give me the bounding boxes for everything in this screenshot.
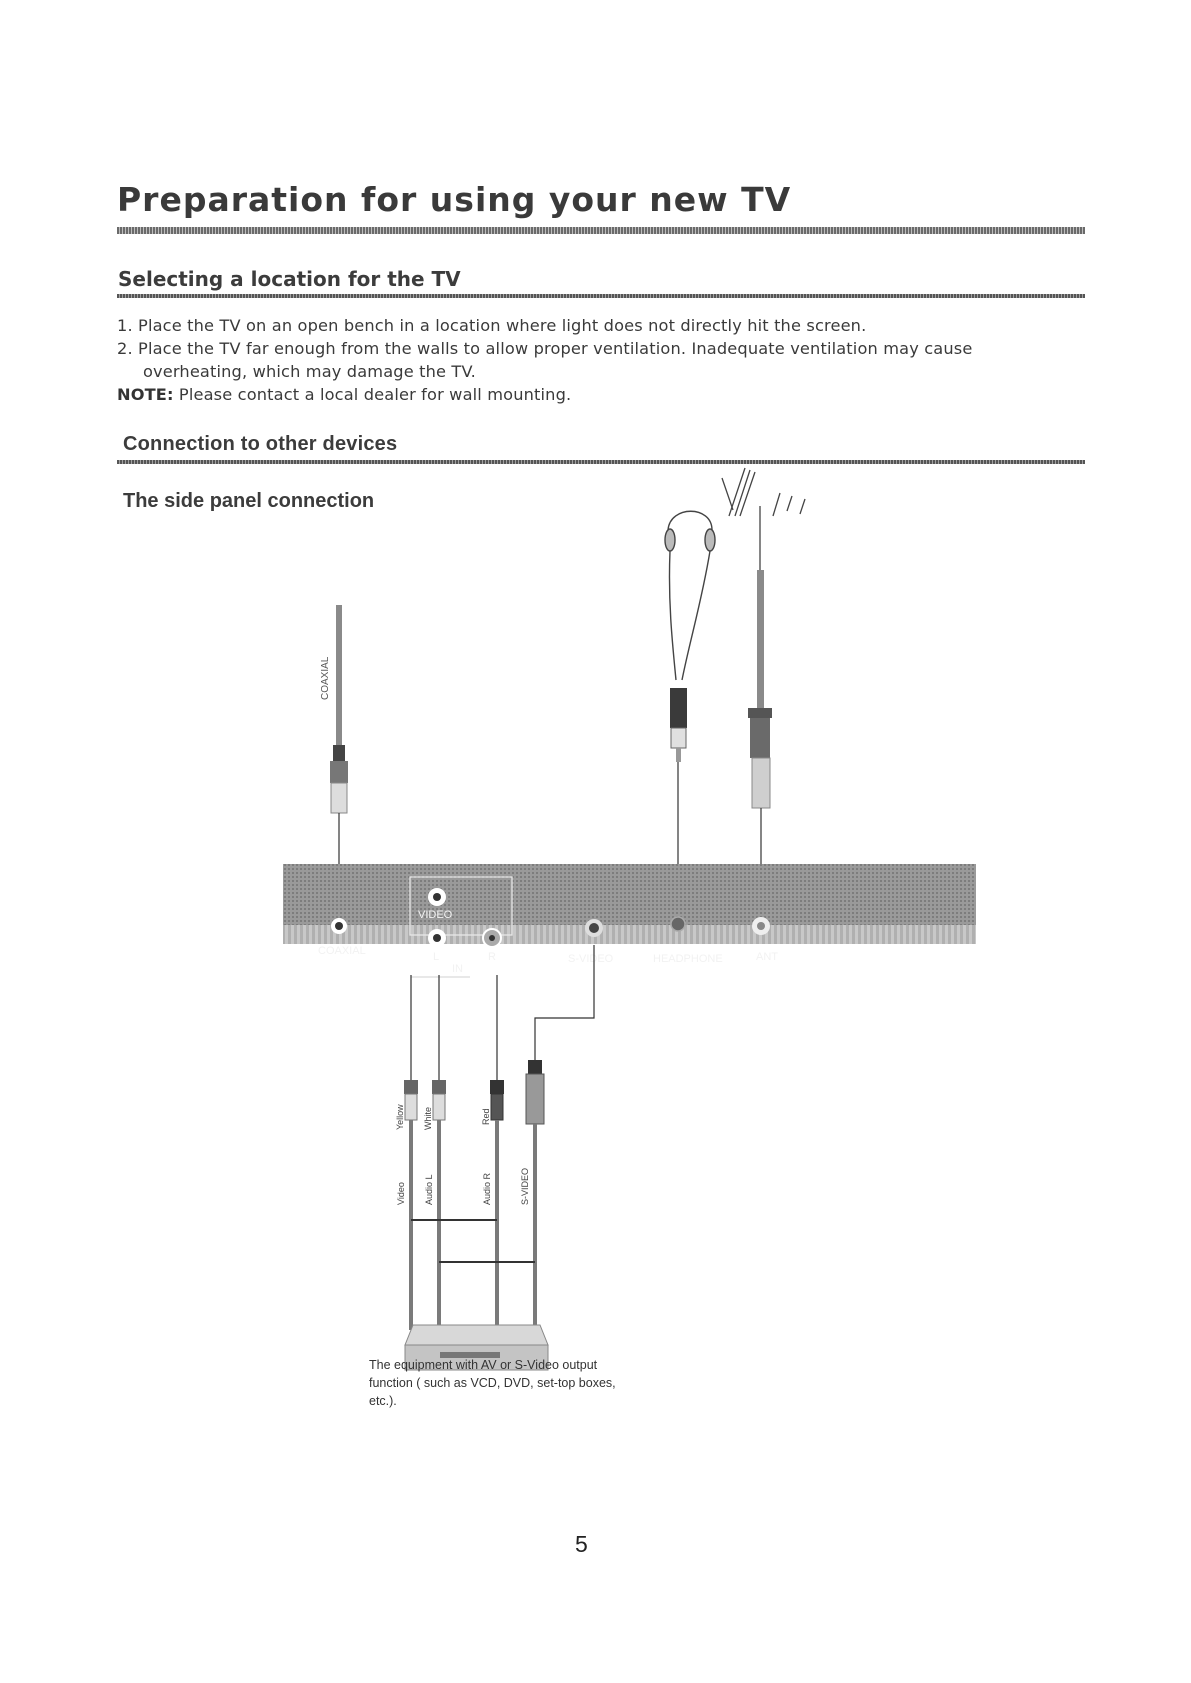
port-label-headphone: HEADPHONE [653, 953, 723, 965]
white-plug-icon [432, 1080, 446, 1120]
instruction-item-2: 2. Place the TV far enough from the walls to allow proper ventilation. Inadequate ventilation may cause [117, 339, 973, 358]
video-port-icon [428, 888, 446, 906]
note-label: NOTE: [117, 385, 174, 404]
antenna-cable [757, 570, 764, 710]
note-text: Please contact a local dealer for wall mounting. [173, 385, 572, 404]
antenna-icon [722, 468, 805, 570]
coaxial-port-icon [331, 918, 347, 934]
coaxial-cable [336, 605, 342, 745]
cable-label-video: Video [396, 1182, 406, 1205]
av-cables [411, 945, 594, 1080]
headphone-port-icon [671, 917, 685, 931]
page-number: 5 [575, 1531, 588, 1557]
equipment-cables [409, 1120, 537, 1330]
section-heading-connection: Connection to other devices [123, 433, 398, 455]
instruction-item-1: 1. Place the TV on an open bench in a location where light does not directly hit the screen. [117, 316, 867, 335]
section-heading-location: Selecting a location for the TV [118, 267, 461, 291]
svideo-port-icon [585, 919, 603, 937]
subheading-side-panel: The side panel connection [123, 490, 375, 512]
port-label-svideo: S-VIDEO [568, 953, 614, 965]
audio-r-port-icon [483, 929, 501, 947]
cable-label-audio-l: Audio L [424, 1174, 434, 1205]
plug-label-white: White [423, 1106, 433, 1130]
port-label-r: R [488, 951, 496, 963]
tv-side-panel [283, 864, 976, 977]
port-label-coaxial: COAXIAL [318, 945, 366, 957]
svideo-plug-icon [526, 1060, 544, 1124]
cable-label-svideo: S-VIDEO [520, 1167, 530, 1205]
page-title: Preparation for using your new TV [117, 180, 792, 219]
audio-l-port-icon [428, 929, 446, 947]
ant-port-icon [752, 917, 770, 935]
coaxial-cable-label: COAXIAL [320, 656, 331, 700]
port-label-ant: ANT [756, 951, 778, 963]
port-label-in: IN [452, 963, 463, 975]
plug-label-red: Red [481, 1108, 491, 1125]
port-label-l: L [433, 951, 440, 963]
port-label-video: VIDEO [418, 909, 453, 921]
red-plug-icon [490, 1080, 504, 1120]
instruction-item-2-continued: overheating, which may damage the TV. [143, 362, 476, 381]
cable-label-audio-r: Audio R [482, 1172, 492, 1205]
yellow-plug-icon [404, 1080, 418, 1120]
equipment-caption: The equipment with AV or S-Video output function ( such as VCD, DVD, set-top boxes, etc.). [369, 1358, 616, 1408]
headphones-icon [665, 511, 715, 680]
plug-label-yellow: Yellow [395, 1104, 405, 1130]
